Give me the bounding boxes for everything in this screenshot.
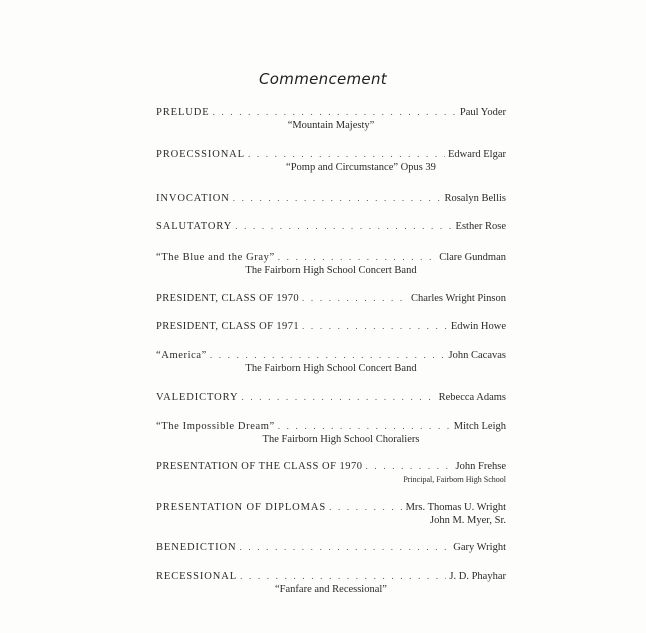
program-item-label: PRESENTATION OF THE CLASS OF 1970	[156, 461, 363, 472]
program-item-performer: Edwin Howe	[450, 321, 506, 332]
program-item-detail: “Mountain Majesty”	[287, 120, 375, 131]
program-item-performer: Rebecca Adams	[438, 392, 506, 403]
program-item-performer: Edward Elgar	[447, 149, 506, 160]
program-item-performer: Mrs. Thomas U. Wright	[405, 502, 506, 513]
program-item-president-1970	[156, 292, 506, 305]
program-item-valedictory	[156, 391, 506, 404]
program-item-performer: Paul Yoder	[459, 107, 506, 118]
program-item-invocation	[156, 192, 506, 205]
dot-leader	[213, 106, 457, 119]
program-item-performer: J. D. Phayhar	[449, 571, 506, 582]
program-item-processional	[156, 148, 506, 174]
program-item-performer: Mitch Leigh	[453, 421, 506, 432]
dot-leader	[235, 220, 452, 233]
program-item-label: “America”	[156, 350, 207, 361]
dot-leader	[241, 391, 435, 404]
program-item-label: BENEDICTION	[156, 542, 237, 553]
program-item-detail: The Fairborn High School Concert Band	[245, 265, 417, 276]
program-item-detail: John M. Myer, Sr.	[429, 515, 506, 526]
program-item-label: PRELUDE	[156, 107, 210, 118]
program-item-performer: John Cacavas	[448, 350, 506, 361]
program-item-performer: Esther Rose	[455, 221, 506, 232]
dot-leader	[329, 501, 402, 514]
program-item-label: “The Blue and the Gray”	[156, 252, 275, 263]
dot-leader	[278, 420, 451, 433]
program-item-label: VALEDICTORY	[156, 392, 239, 403]
dot-leader	[239, 541, 450, 554]
dot-leader	[366, 460, 453, 473]
dot-leader	[240, 570, 446, 583]
program-item-performer: Rosalyn Bellis	[444, 193, 506, 204]
program-item-detail: “Pomp and Circumstance” Opus 39	[286, 162, 436, 173]
dot-leader	[278, 251, 436, 264]
program-item-performer: Gary Wright	[453, 542, 506, 553]
program-item-label: SALUTATORY	[156, 221, 233, 232]
program-item-label: PROECSSIONAL	[156, 149, 245, 160]
program-item-performer: Clare Gundman	[439, 252, 506, 263]
program-item-prelude	[156, 106, 506, 132]
program-item-benediction	[156, 541, 506, 554]
program-item-detail: Principal, Fairborn High School	[403, 475, 506, 484]
program-item-performer: Charles Wright Pinson	[410, 293, 506, 304]
program-item-recessional	[156, 570, 506, 596]
program-item-label: PRESIDENT, CLASS OF 1971	[156, 321, 300, 332]
program-item-detail: The Fairborn High School Concert Band	[245, 363, 417, 374]
program-item-presentation-diplomas	[156, 501, 506, 527]
program-item-salutatory	[156, 220, 506, 233]
program-item-detail: “Fanfare and Recessional”	[275, 584, 387, 595]
dot-leader	[302, 320, 448, 333]
program-item-label: RECESSIONAL	[156, 571, 238, 582]
dot-leader	[248, 148, 445, 161]
program-item-president-1971	[156, 320, 506, 333]
dot-leader	[302, 292, 408, 305]
program-item-impossible-dream	[156, 420, 506, 446]
program-item-performer: John Frehse	[455, 461, 506, 472]
program-item-label: PRESIDENT, CLASS OF 1970	[156, 293, 300, 304]
program-item-america	[156, 349, 506, 375]
program-item-detail: The Fairborn High School Choraliers	[262, 434, 420, 445]
page-title: Commencement	[259, 70, 387, 88]
program-item-blue-and-gray	[156, 251, 506, 277]
program-item-label: INVOCATION	[156, 193, 230, 204]
program-item-label: “The Impossible Dream”	[156, 421, 275, 432]
dot-leader	[233, 192, 442, 205]
program-item-presentation-class	[156, 460, 506, 486]
program-item-label: PRESENTATION OF DIPLOMAS	[156, 502, 327, 513]
dot-leader	[210, 349, 446, 362]
